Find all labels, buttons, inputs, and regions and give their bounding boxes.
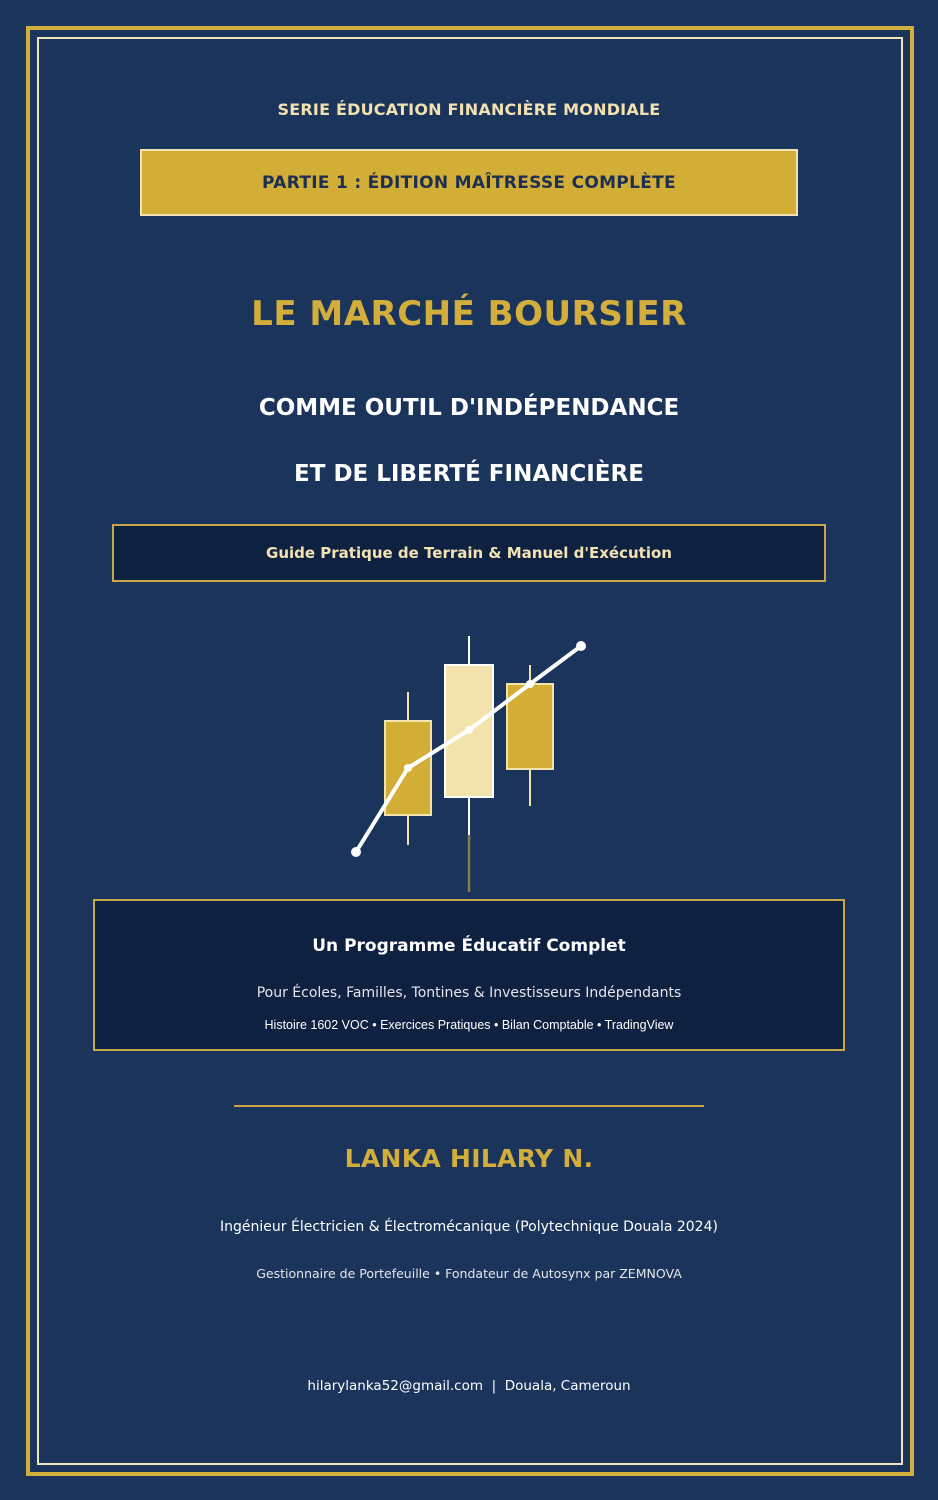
trend-point: [526, 680, 534, 688]
guide-banner: [112, 524, 826, 582]
trend-point: [465, 726, 473, 734]
partie-label: PARTIE 1 : ÉDITION MAÎTRESSE COMPLÈTE: [262, 172, 676, 193]
author-role: Ingénieur Électricien & Électromécanique (Polytechnique Douala 2024): [220, 1219, 718, 1235]
program-topics: Histoire 1602 VOC • Exercices Pratiques • Bilan Comptable • TradingView: [264, 1018, 674, 1032]
book-title: LE MARCHÉ BOURSIER: [251, 294, 687, 334]
author-contact: hilarylanka52@gmail.com | Douala, Cameroun: [307, 1378, 631, 1394]
program-audience: Pour Écoles, Familles, Tontines & Investisseurs Indépendants: [256, 985, 682, 1001]
trend-point: [351, 847, 361, 857]
guide-label: Guide Pratique de Terrain & Manuel d'Exécution: [266, 544, 672, 562]
program-title: Un Programme Éducatif Complet: [312, 936, 626, 956]
partie-banner: [140, 149, 798, 216]
author-extra: Gestionnaire de Portefeuille • Fondateur de Autosynx par ZEMNOVA: [256, 1266, 682, 1281]
trend-point: [576, 641, 586, 651]
series-label: SERIE ÉDUCATION FINANCIÈRE MONDIALE: [277, 100, 661, 119]
candlestick-chart-icon: [340, 630, 600, 895]
author-name: LANKA HILARY N.: [344, 1144, 594, 1173]
subtitle-line-2: ET DE LIBERTÉ FINANCIÈRE: [294, 461, 644, 487]
section-divider: [234, 1105, 704, 1107]
subtitle-line-1: COMME OUTIL D'INDÉPENDANCE: [258, 395, 680, 421]
trend-point: [404, 764, 412, 772]
